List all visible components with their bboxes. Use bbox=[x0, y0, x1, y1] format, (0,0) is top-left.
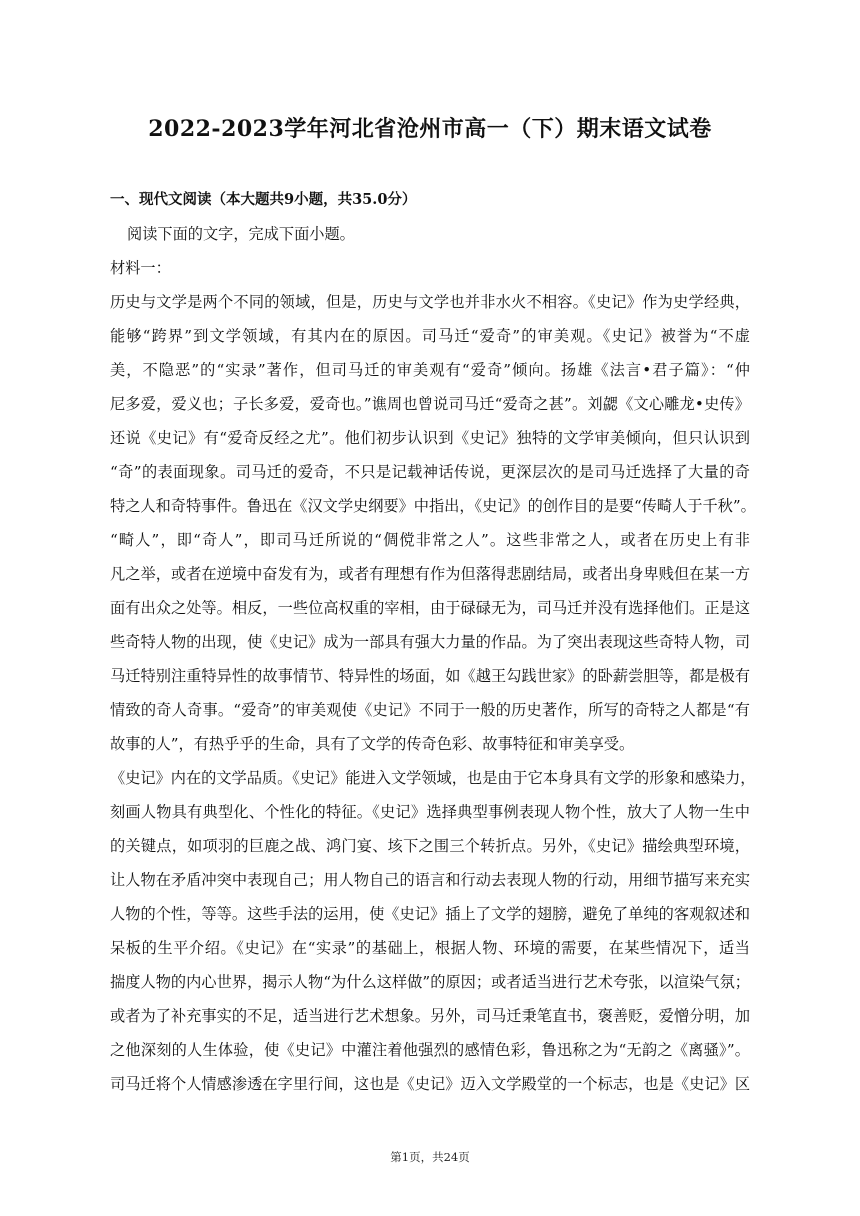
exam-title: 2022-2023学年河北省沧州市高一（下）期末语文试卷 bbox=[148, 116, 712, 142]
passage-line: 之他深刻的人生体验，使《史记》中灌注着他强烈的感情色彩，鲁迅称之为“无韵之《离骚》”。 bbox=[110, 1041, 750, 1059]
passage-line: 刻画人物具有典型化、个性化的特征。《史记》选择典型事例表现人物个性，放大了人物一生中 bbox=[110, 803, 750, 821]
passage-line: 故事的人”，有热乎乎的生命，具有了文学的传奇色彩、故事特征和审美享受。 bbox=[110, 735, 635, 753]
passage-line: “畸人”，即“奇人”，即司马迁所说的“倜傥非常之人”。这些非常之人，或者在历史上有非 bbox=[110, 531, 750, 549]
passage-line: 让人物在矛盾冲突中表现自己；用人物自己的语言和行动去表现人物的行动，用细节描写来充实 bbox=[110, 871, 750, 889]
passage-line: 的关键点，如项羽的巨鹿之战、鸿门宴、垓下之围三个转折点。另外，《史记》描绘典型环境， bbox=[110, 837, 750, 855]
page-footer: 第1页，共24页 bbox=[390, 1150, 470, 1164]
passage-line: 美，不隐恶”的“实录”著作，但司马迁的审美观有“爱奇”倾向。扬雄《法言•君子篇》：“仲 bbox=[110, 361, 750, 379]
passage-line: 尼多爱，爱义也；子长多爱，爱奇也。”谯周也曾说司马迁“爱奇之甚”。刘勰《文心雕龙•史传》 bbox=[110, 395, 750, 413]
passage-line: 或者为了补充事实的不足，适当进行艺术想象。另外，司马迁秉笔直书，褒善贬，爱憎分明，加 bbox=[110, 1007, 750, 1025]
passage-line: 呆板的生平介绍。《史记》在“实录”的基础上，根据人物、环境的需要，在某些情况下，适当 bbox=[110, 939, 750, 957]
reading-instruction: 阅读下面的文字，完成下面小题。 bbox=[127, 225, 355, 243]
passage-line: 凡之举，或者在逆境中奋发有为，或者有理想有作为但落得悲剧结局，或者出身卑贱但在某一方 bbox=[110, 565, 750, 583]
passage-line: 还说《史记》有“爱奇反经之尤”。他们初步认识到《史记》独特的文学审美倾向，但只认识到 bbox=[110, 429, 750, 447]
passage-line: 《史记》内在的文学品质。《史记》能进入文学领域，也是由于它本身具有文学的形象和感染力， bbox=[110, 769, 756, 787]
passage-line: 人物的个性，等等。这些手法的运用，使《史记》插上了文学的翅膀，避免了单纯的客观叙述和 bbox=[110, 905, 750, 923]
passage-line: 些奇特人物的出现，使《史记》成为一部具有强大力量的作品。为了突出表现这些奇特人物，司 bbox=[110, 633, 750, 651]
passage-line: 历史与文学是两个不同的领域，但是，历史与文学也并非水火不相容。《史记》作为史学经典， bbox=[110, 293, 750, 311]
passage-line: 揣度人物的内心世界，揭示人物“为什么这样做”的原因；或者适当进行艺术夸张，以渲染气氛； bbox=[110, 973, 750, 991]
passage-line: 特之人和奇特事件。鲁迅在《汉文学史纲要》中指出，《史记》的创作目的是要“传畸人于千秋”。 bbox=[110, 497, 756, 515]
material-label: 材料一： bbox=[110, 259, 171, 277]
section-heading: 一、现代文阅读（本大题共9小题，共35.0分） bbox=[110, 191, 417, 208]
passage-line: “奇”的表面现象。司马迁的爱奇，不只是记载神话传说，更深层次的是司马迁选择了大量的奇 bbox=[110, 463, 750, 481]
passage-line: 马迁特别注重特异性的故事情节、特异性的场面，如《越王勾践世家》的卧薪尝胆等，都是极有 bbox=[110, 667, 750, 685]
passage-line: 司马迁将个人情感渗透在字里行间，这也是《史记》迈入文学殿堂的一个标志，也是《史记》区 bbox=[110, 1075, 750, 1093]
passage-line: 情致的奇人奇事。“爱奇”的审美观使《史记》不同于一般的历史著作，所写的奇特之人都是“有 bbox=[110, 701, 750, 719]
passage-line: 面有出众之处等。相反，一些位高权重的宰相，由于碌碌无为，司马迁并没有选择他们。正是这 bbox=[110, 599, 750, 617]
passage-line: 能够“跨界”到文学领域，有其内在的原因。司马迁“爱奇”的审美观。《史记》被誉为“不虚 bbox=[110, 327, 750, 345]
